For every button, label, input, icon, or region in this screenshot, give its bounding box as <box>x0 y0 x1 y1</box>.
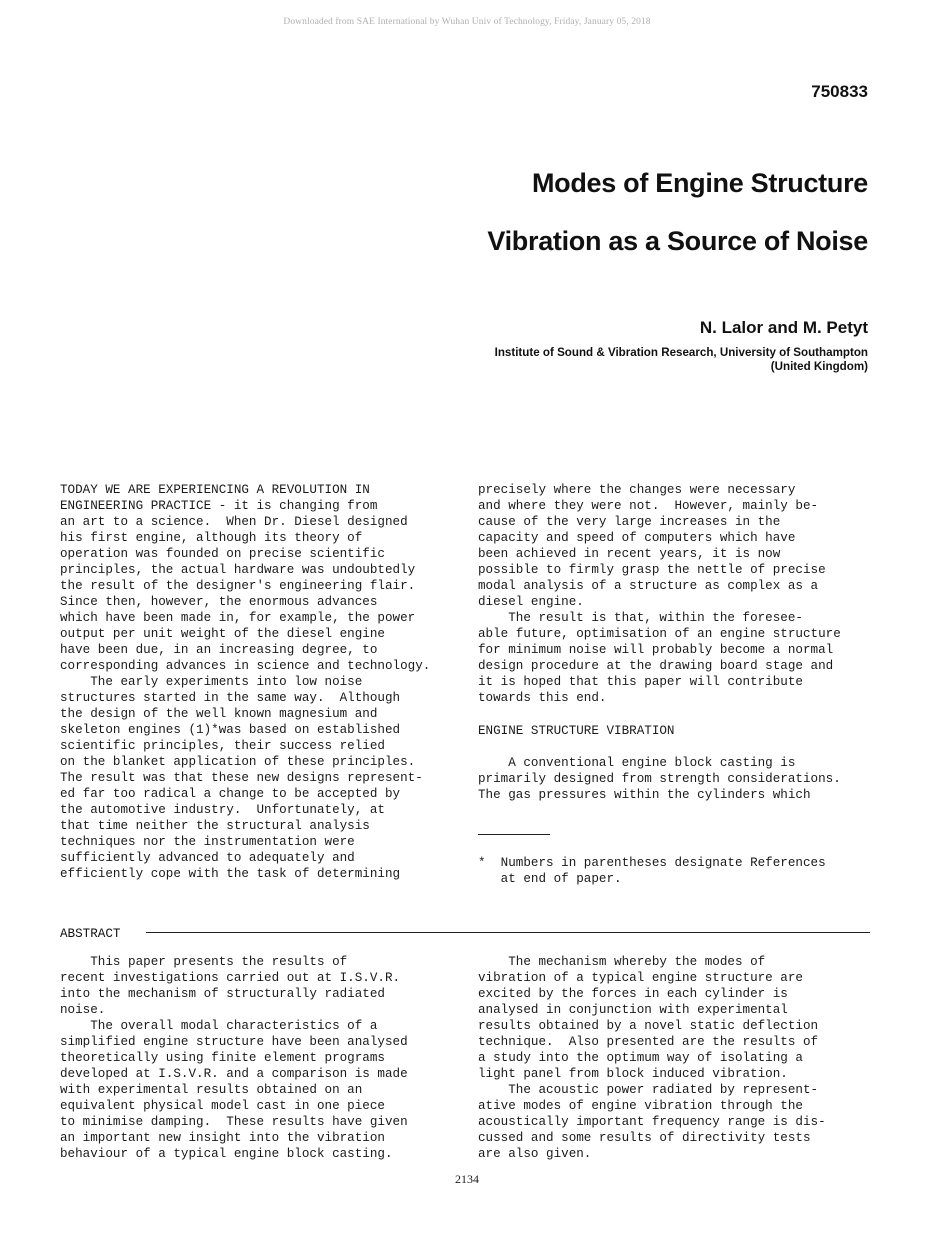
body-column-2: precisely where the changes were necessary and where they were not. However, mainly be- cause of the very large increases in the capacity and speed of computers which have been achieved in recent years, it is now possible to firmly grasp the nettle of precise modal analysis of a structure as complex as a diesel engine. The result is that, within the foresee- able future, optimisation of an engine structure for minimum noise will probably become a normal design procedure at the drawing board stage and it is hoped that this paper will contribute towards this end. <box>478 483 841 705</box>
body-column-2-continued: A conventional engine block casting is primarily designed from strength considerations. The gas pressures within the cylinders which <box>478 756 841 802</box>
body-column-1: TODAY WE ARE EXPERIENCING A REVOLUTION IN ENGINEERING PRACTICE - it is changing from an art to a science. When Dr. Diesel designed his first engine, although its theory of operation was founded on precise scientific principles, the actual hardware was undoubtedly the result of the designer's engineering flair. Since then, however, the enormous advances which have been made in, for example, the power output per unit weight of the diesel engine have been due, in an increasing degree, to corresponding advances in science and technology. The early experiments into low noise structures started in the same way. Although the design of the well known magnesium and skeleton engines (1)*was based on established scientific principles, their success relied on the blanket application of these principles. The result was that these new designs represent- ed far too radical a change to be accepted by the automotive industry. Unfortunately, at that time neither the structural analysis techniques nor the instrumentation were sufficiently advanced to adequately and efficiently cope with the task of determining <box>60 483 431 881</box>
abstract-label: ABSTRACT <box>60 926 126 942</box>
affiliation-line-1: Institute of Sound & Vibration Research, University of Southampton <box>494 346 868 359</box>
affiliation <box>428 346 868 374</box>
title-line-2: Vibration as a Source of Noise <box>487 226 868 256</box>
footnote: * Numbers in parentheses designate References at end of paper. <box>478 856 826 886</box>
affiliation-line-2: (United Kingdom) <box>770 360 868 373</box>
abstract-column-1: This paper presents the results of recent investigations carried out at I.S.V.R. into the mechanism of structurally radiated noise. The overall modal characteristics of a simplified engine structure have been analysed theoretically using finite element programs developed at I.S.V.R. and a comparison is made with experimental results obtained on an equivalent physical model cast in one piece to minimise damping. These results have given an important new insight into the vibration behaviour of a typical engine block casting. <box>60 955 408 1161</box>
authors: N. Lalor and M. Petyt <box>699 318 868 337</box>
title-line-1: Modes of Engine Structure <box>531 168 868 198</box>
abstract-rule <box>146 932 870 933</box>
page-number: 2134 <box>455 1172 479 1186</box>
abstract-column-2: The mechanism whereby the modes of vibration of a typical engine structure are excited by the forces in each cylinder is analysed in conjunction with experimental results obtained by a novel static deflection technique. Also presented are the results of a study into the optimum way of isolating a light panel from block induced vibration. The acoustic power radiated by represent- ative modes of engine vibration through the acoustically important frequency range is dis- cussed and some results of directivity tests are also given. <box>478 955 826 1161</box>
footnote-divider <box>478 834 550 835</box>
paper-number: 750833 <box>811 82 868 101</box>
download-notice: Downloaded from SAE International by Wuhan Univ of Technology, Friday, January 05, 2018 <box>283 17 651 27</box>
section-heading: ENGINE STRUCTURE VIBRATION <box>478 724 675 738</box>
